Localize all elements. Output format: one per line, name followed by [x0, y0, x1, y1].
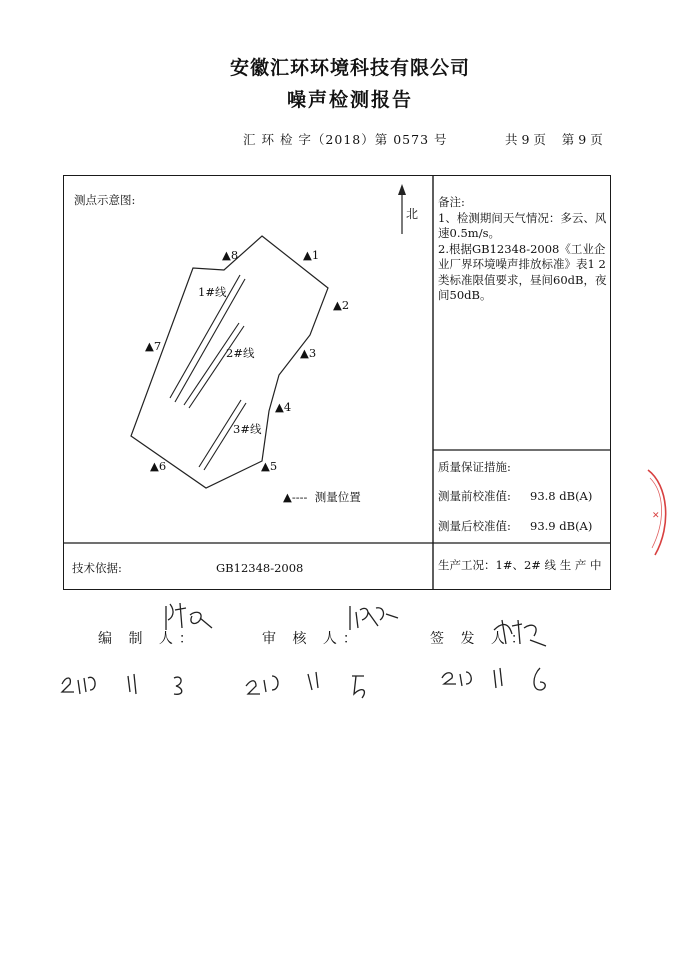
notes-weather: 1、检测期间天气情况：多云、风速0.5m/s。 — [438, 210, 607, 240]
stamp-fragment — [648, 470, 666, 555]
notes-heading: 备注: — [438, 195, 465, 209]
reviewer-signature — [350, 606, 398, 630]
point-1: ▲1 — [303, 248, 320, 262]
page-counter: 共 9 页 第 9 页 — [505, 132, 603, 147]
point-3: ▲3 — [300, 346, 317, 360]
report-title: 噪声检测报告 — [286, 89, 413, 111]
reviewer-label: 审 核 人： — [262, 631, 363, 647]
point-4: ▲4 — [275, 400, 292, 414]
production-condition: 生产工况：1#、2# 线 生 产 中 — [438, 558, 602, 572]
point-5: ▲5 — [261, 459, 278, 473]
point-6: ▲6 — [150, 459, 167, 473]
handwritten-dates — [62, 668, 545, 698]
north-label: 北 — [406, 207, 419, 221]
qa-post-value: 93.9 dB(A) — [530, 519, 593, 533]
site-boundary — [131, 236, 328, 488]
company-name: 安徽汇环环境科技有限公司 — [229, 57, 470, 79]
compiler-signature — [166, 603, 212, 630]
qa-pre-label: 测量前校准值: — [438, 489, 511, 503]
notes-block — [438, 195, 608, 304]
line-1-label: 1#线 — [198, 285, 227, 299]
notes-standard: 2.根据GB12348-2008《工业企业厂界环境噪声排放标准》表1 2类标准限值要求，昼间60dB，夜间50dB。 — [438, 241, 607, 302]
qa-post-label: 测量后校准值: — [438, 519, 511, 533]
production-line-2-marker — [184, 323, 244, 408]
issuer-label: 签 发 人： — [430, 631, 531, 647]
north-arrow-icon — [398, 184, 406, 234]
compiler-label: 编 制 人： — [98, 631, 199, 647]
basis-value: GB12348-2008 — [216, 561, 304, 575]
svg-text:✕: ✕ — [652, 511, 660, 521]
diagram-caption: 测点示意图: — [74, 193, 136, 207]
line-3-label: 3#线 — [233, 422, 262, 436]
point-8: ▲8 — [222, 248, 239, 262]
point-2: ▲2 — [333, 298, 350, 312]
legend-measurement-position: ▲---- 测量位置 — [283, 490, 361, 504]
line-2-label: 2#线 — [226, 346, 255, 360]
qa-heading: 质量保证措施: — [438, 460, 511, 474]
report-number: 汇 环 检 字（2018）第 0573 号 — [243, 132, 448, 147]
point-7: ▲7 — [145, 339, 162, 353]
qa-pre-value: 93.8 dB(A) — [530, 489, 593, 503]
basis-label: 技术依据: — [72, 561, 122, 575]
